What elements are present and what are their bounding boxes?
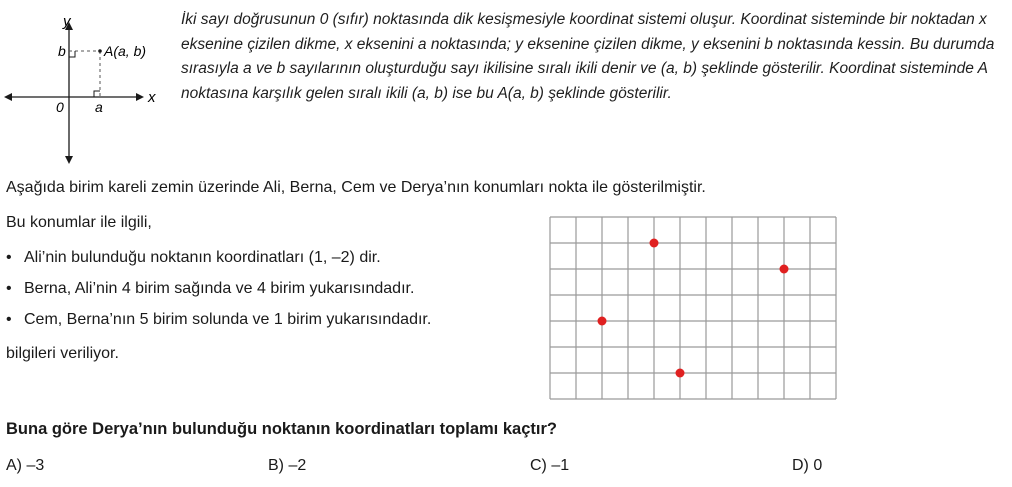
x-label: x	[148, 89, 156, 106]
bullet-text: Ali’nin bulunduğu noktanın koordinatları (1, –2) dir.	[24, 249, 381, 266]
bullet-text: Berna, Ali’nin 4 birim sağında ve 4 birim yukarısındadır.	[24, 280, 415, 297]
right-angle-mark-top	[69, 51, 75, 57]
location-dot	[676, 369, 685, 378]
coordinate-axes-figure	[0, 8, 175, 166]
right-angle-mark-bottom	[94, 91, 100, 97]
location-dot	[780, 265, 789, 274]
option-d[interactable]: D) 0	[792, 457, 823, 474]
problem-statement: Aşağıda birim kareli zemin üzerinde Ali, Berna, Cem ve Derya’nın konumları nokta ile gösterilmiştir.	[6, 179, 706, 196]
y-label: y	[63, 13, 71, 30]
problem-lead: Bu konumlar ile ilgili,	[6, 214, 152, 231]
b-label: b	[58, 43, 66, 59]
point-a	[98, 49, 102, 53]
bullet-item	[6, 311, 431, 329]
bullet-dot-icon: •	[6, 249, 12, 266]
intro-paragraph: İki sayı doğrusunun 0 (sıfır) noktasında dik kesişmesiyle koordinat sistemi oluşur. Koordinat sisteminde bir noktadan x eksenine çizilen dikme, x eksenini a noktasında; y eksenine çizilen dikme, y eksenini b noktasında kessin. Bu durumda sırasıyla a ve b sayılarının oluşturduğu sayı ikilisine sıralı ikili denir ve (a, b) şeklinde gösterilir. Koordinat sisteminde A noktasına karşılık gelen sıralı ikili (a, b) ise bu A(a, b) şeklinde gösterilir.	[181, 11, 995, 102]
y-axis-arrow-down	[65, 156, 73, 164]
location-dot	[650, 239, 659, 248]
x-axis-arrow-right	[136, 93, 144, 101]
question-text: Buna göre Derya’nın bulunduğu noktanın koordinatları toplamı kaçtır?	[6, 420, 557, 438]
bullet-text: Cem, Berna’nın 5 birim solunda ve 1 birim yukarısındadır.	[24, 311, 432, 328]
bullet-dot-icon: •	[6, 280, 12, 297]
bullet-item	[6, 249, 381, 267]
location-dot	[598, 317, 607, 326]
x-axis-arrow-left	[4, 93, 12, 101]
origin-label: 0	[56, 99, 64, 115]
option-a[interactable]: A) –3	[6, 457, 45, 474]
bullet-dot-icon: •	[6, 311, 12, 328]
problem-closing: bilgileri veriliyor.	[6, 345, 119, 362]
bullet-item	[6, 280, 414, 298]
option-b[interactable]: B) –2	[268, 457, 307, 474]
point-a-label: A(a, b)	[104, 43, 147, 59]
unit-square-grid	[549, 216, 841, 402]
option-c[interactable]: C) –1	[530, 457, 570, 474]
a-label: a	[95, 99, 103, 115]
